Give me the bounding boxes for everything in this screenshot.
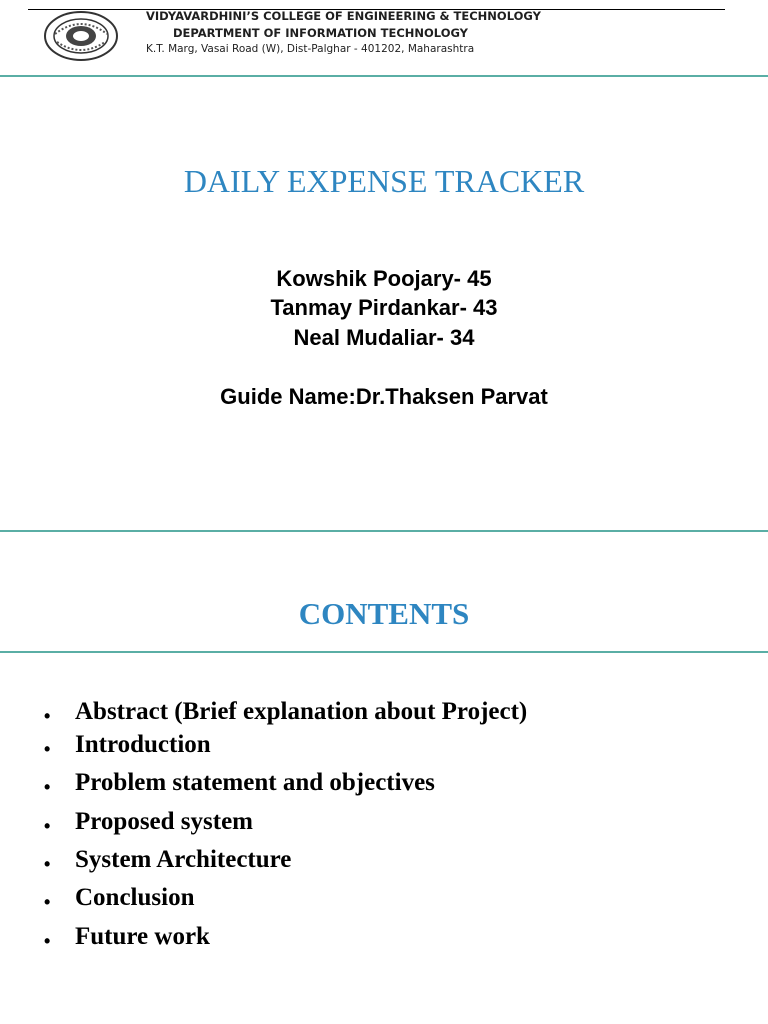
slide-divider [0,530,768,532]
bullet-dot-icon: • [44,892,51,912]
list-item-text: Conclusion [75,884,195,911]
list-item-text: Abstract (Brief explanation about Project) [75,698,528,725]
college-name: VIDYAVARDHINI’S COLLEGE OF ENGINEERING & TECHNOLOGY [146,9,541,23]
team-member: Kowshik Poojary- 45 [276,266,492,291]
list-item-text: Problem statement and objectives [75,769,435,796]
team-member: Neal Mudaliar- 34 [293,325,475,350]
team-member: Tanmay Pirdankar- 43 [270,295,498,320]
college-address: K.T. Marg, Vasai Road (W), Dist-Palghar - 401202, Maharashtra [146,43,475,55]
bullet-dot-icon: • [44,931,51,951]
list-item-text: Proposed system [75,808,254,835]
department-name: DEPARTMENT OF INFORMATION TECHNOLOGY [173,26,469,40]
project-title: DAILY EXPENSE TRACKER [183,163,585,199]
list-item-text: System Architecture [75,846,292,873]
college-seal-logo [43,10,119,62]
contents-heading: CONTENTS [298,596,470,631]
bullet-dot-icon: • [44,739,51,759]
header-divider [0,75,768,77]
bullet-dot-icon: • [44,706,51,726]
guide-name: Guide Name:Dr.Thaksen Parvat [220,384,548,409]
list-item-text: Future work [75,923,210,950]
bullet-dot-icon: • [44,777,51,797]
bullet-dot-icon: • [44,816,51,836]
contents-divider [0,651,768,653]
list-item-text: Introduction [75,731,211,758]
bullet-dot-icon: • [44,854,51,874]
